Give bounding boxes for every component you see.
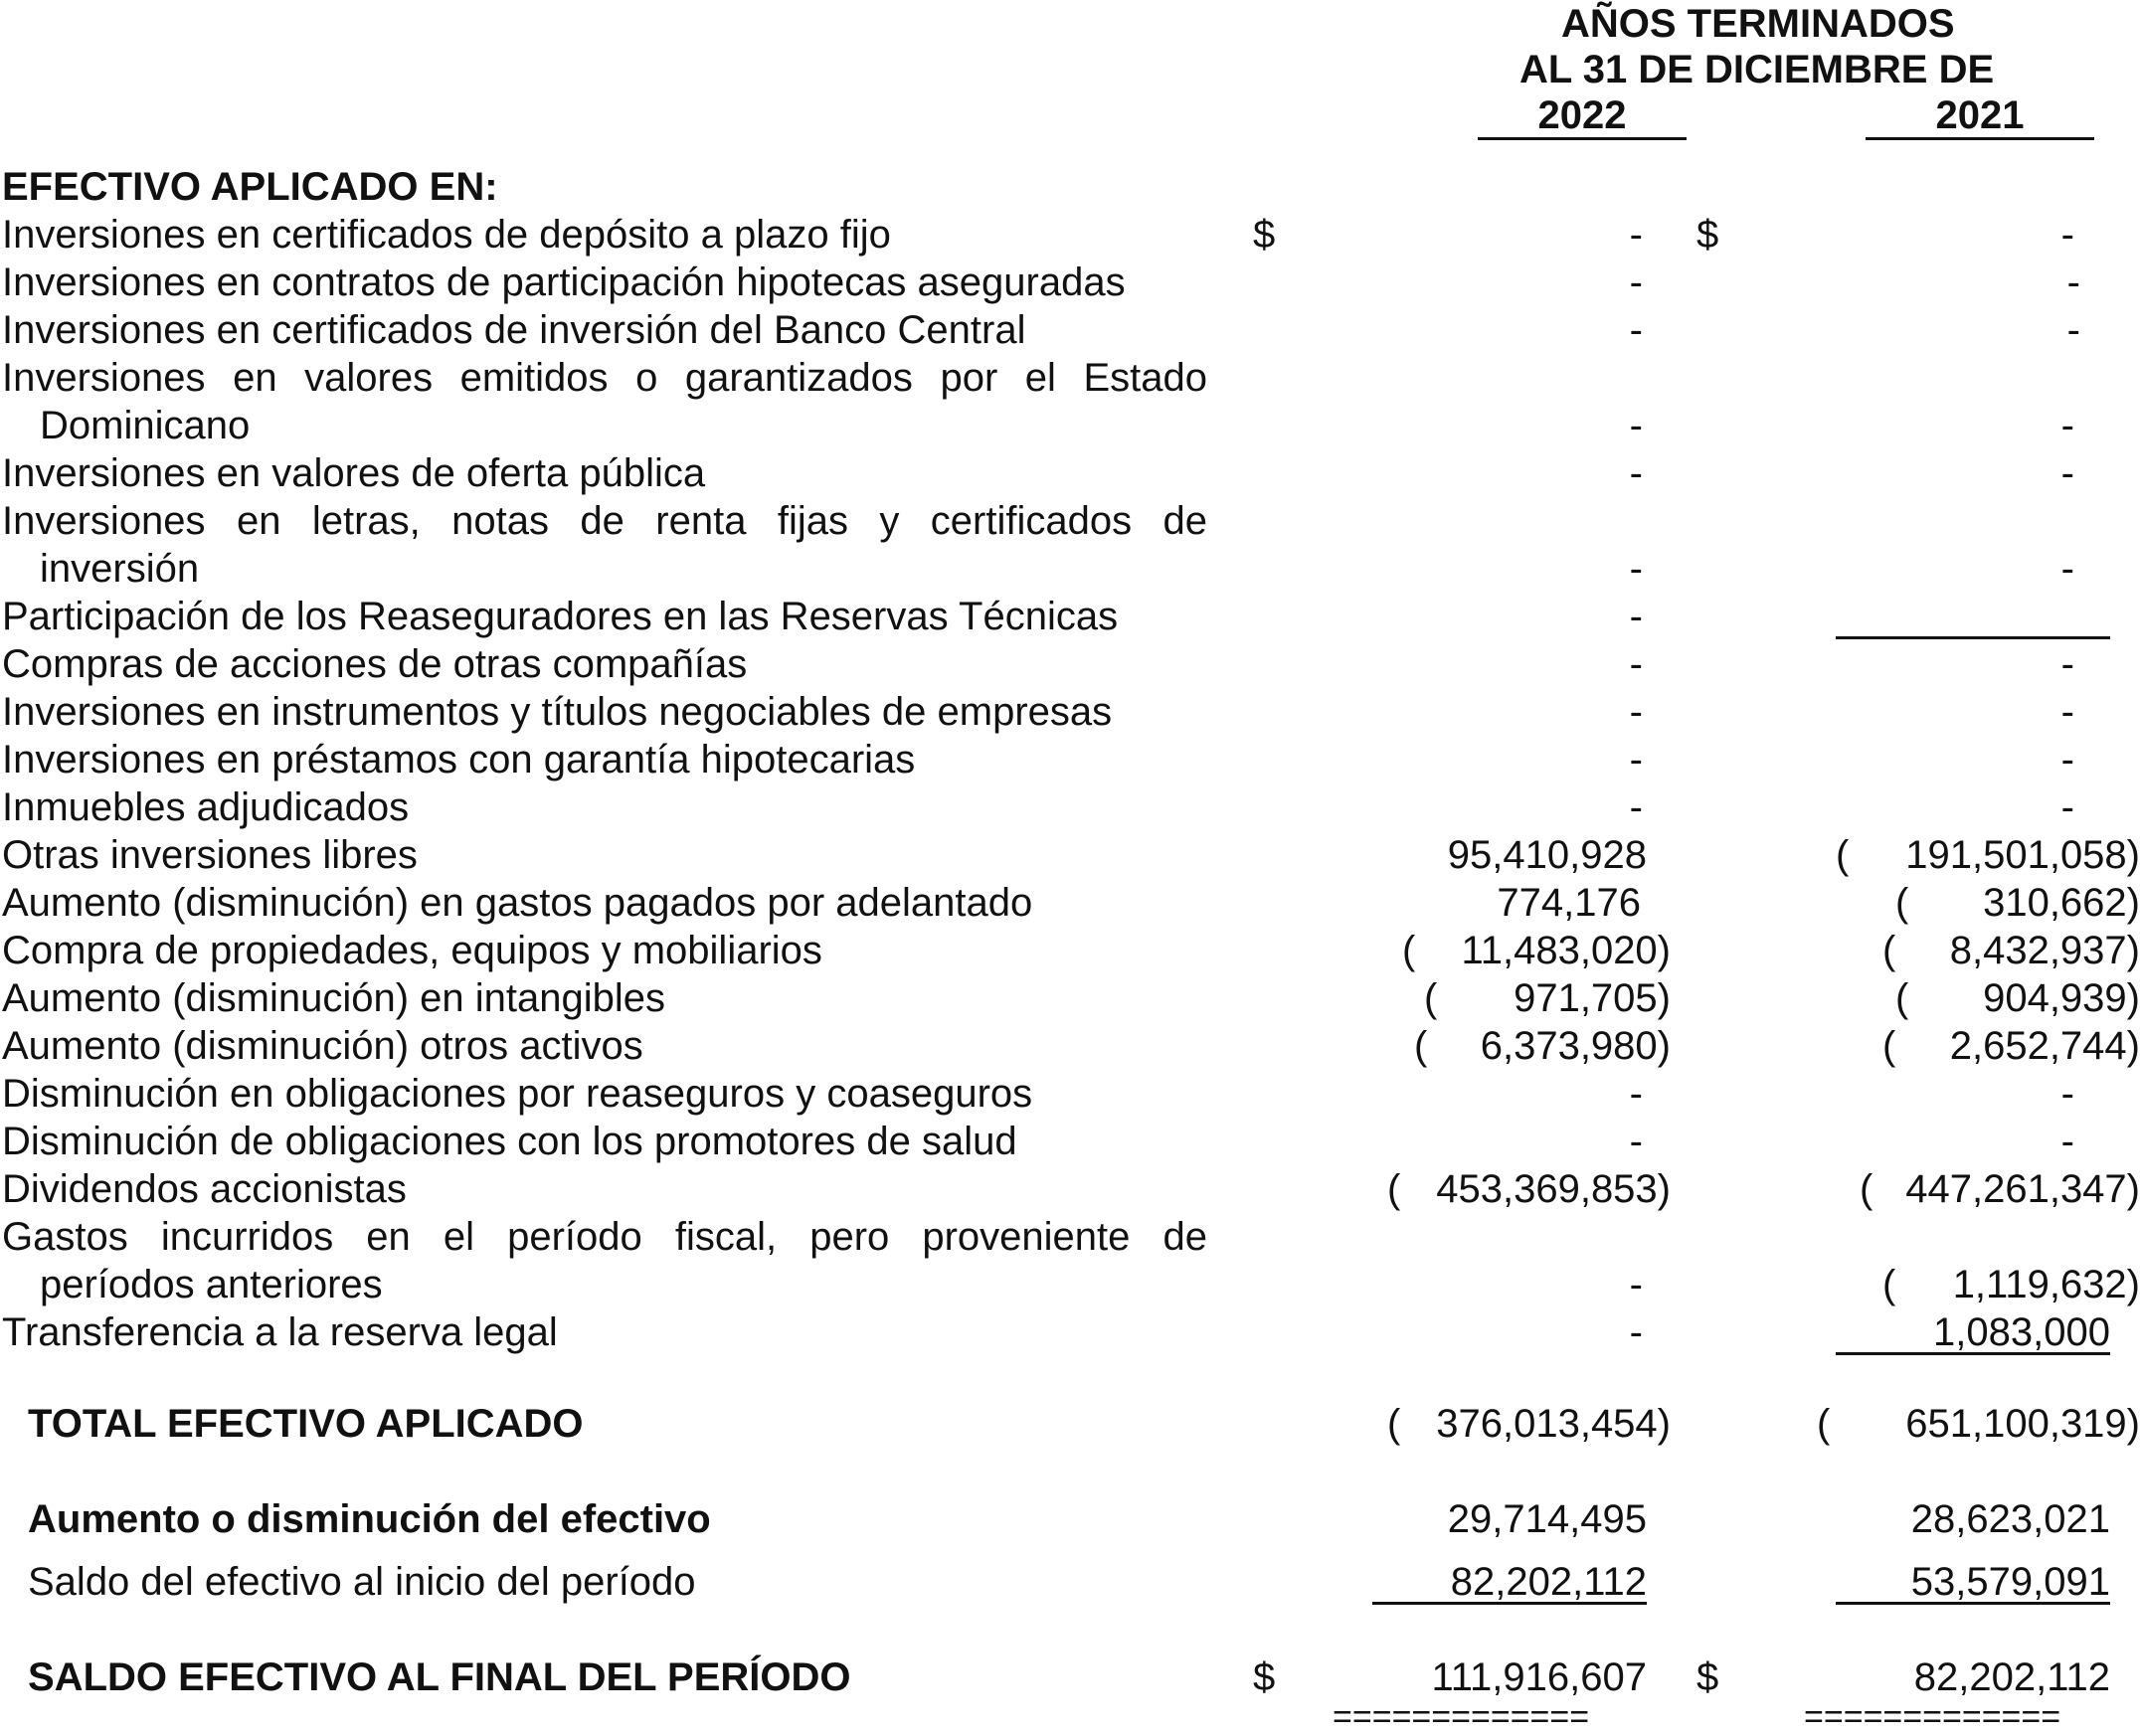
line-item-label: Inmuebles adjudicados xyxy=(2,785,410,829)
line-item-row xyxy=(0,1213,2140,1308)
opening-2022: 82,202,112 xyxy=(1372,1558,1647,1605)
value-2022: - xyxy=(1629,690,1643,734)
value-2022: - xyxy=(1629,1072,1643,1116)
line-item-row xyxy=(0,831,2140,879)
value-2022: - xyxy=(1629,1120,1643,1163)
value-2021: 1,083,000 xyxy=(1836,1308,2110,1355)
total-2022: 376,013,454) xyxy=(1436,1402,1671,1446)
value-2022: 971,705) xyxy=(1514,976,1671,1020)
value-2021: 8,432,937) xyxy=(1949,929,2140,972)
line-item-label: Disminución de obligaciones con los promotores de salud xyxy=(2,1120,1017,1163)
line-item-label: Inversiones en contratos de participación hipotecas aseguradas xyxy=(2,260,1126,304)
open-paren-2021: ( xyxy=(1895,881,1909,925)
value-2021: 191,501,058) xyxy=(1905,833,2140,877)
line-item-row xyxy=(0,974,2140,1022)
line-item-row xyxy=(0,688,2140,736)
section-title: EFECTIVO APLICADO EN: xyxy=(2,165,498,209)
line-item-label: Disminución en obligaciones por reaseguros y coaseguros xyxy=(2,1072,1033,1116)
line-item-row xyxy=(0,1308,2140,1356)
open-paren-2022: ( xyxy=(1414,1024,1428,1068)
line-item-row xyxy=(0,783,2140,831)
value-2021: 310,662) xyxy=(1983,881,2140,925)
line-item-label-continuation: períodos anteriores xyxy=(40,1263,383,1306)
open-paren-2021: ( xyxy=(1882,1263,1896,1306)
open-paren-2021: ( xyxy=(1860,1167,1873,1211)
closing-label: SALDO EFECTIVO AL FINAL DEL PERÍODO xyxy=(28,1655,851,1699)
line-item-row xyxy=(0,211,2140,259)
line-item-row xyxy=(0,1118,2140,1165)
open-paren-2022: ( xyxy=(1387,1167,1401,1211)
value-2022: - xyxy=(1629,260,1643,304)
change-label: Aumento o disminución del efectivo xyxy=(28,1497,711,1541)
line-item-label-continuation: Dominicano xyxy=(40,404,251,447)
line-item-label: Aumento (disminución) en gastos pagados por adelantado xyxy=(2,881,1033,925)
value-2022: 11,483,020) xyxy=(1461,929,1671,972)
line-item-label: Aumento (disminución) en intangibles xyxy=(2,976,666,1020)
line-item-row xyxy=(0,640,2140,688)
open-paren-2021: ( xyxy=(1882,1024,1896,1068)
value-2022: - xyxy=(1629,1263,1643,1306)
line-item-row xyxy=(0,593,2140,640)
dollar-sign-2021: $ xyxy=(1696,1655,1719,1699)
line-item-row xyxy=(0,927,2140,974)
value-2021: - xyxy=(2060,785,2074,829)
value-2021: - xyxy=(2060,738,2074,781)
total-2021: 651,100,319) xyxy=(1905,1402,2140,1446)
line-item-row xyxy=(0,736,2140,783)
value-2021: 447,261,347) xyxy=(1905,1167,2140,1211)
line-item-row xyxy=(0,497,2140,593)
line-item-label: Compra de propiedades, equipos y mobiliarios xyxy=(2,929,822,972)
year-2021-header: 2021 xyxy=(1866,93,2094,140)
open-paren-2021: ( xyxy=(1836,833,1850,877)
line-item-label: Inversiones en valores emitidos o garantizados por el Estado xyxy=(2,356,1207,400)
value-2021 xyxy=(1836,593,2110,639)
double-rule-2021: ============= xyxy=(1804,1698,2061,1736)
value-2021: - xyxy=(2060,1120,2074,1163)
double-rule-2022: ============= xyxy=(1333,1698,1590,1736)
value-2022: 774,176 xyxy=(1497,881,1641,925)
value-2022: 6,373,980) xyxy=(1480,1024,1671,1068)
header-line-1: AÑOS TERMINADOS xyxy=(1561,2,1955,46)
open-paren-2022: ( xyxy=(1402,929,1416,972)
value-2022: - xyxy=(1629,308,1643,352)
value-2021: - xyxy=(2060,451,2074,495)
line-item-row xyxy=(0,259,2140,306)
open-paren-2021: ( xyxy=(1817,1402,1831,1446)
open-paren-2021: ( xyxy=(1895,976,1909,1020)
line-item-label: Otras inversiones libres xyxy=(2,833,418,877)
line-item-row xyxy=(0,449,2140,497)
value-2022: - xyxy=(1629,738,1643,781)
dollar-sign-2022: $ xyxy=(1253,213,1276,257)
line-item-label: Participación de los Reaseguradores en las Reservas Técnicas xyxy=(2,595,1119,638)
line-item-label: Inversiones en valores de oferta pública xyxy=(2,451,706,495)
open-paren-2022: ( xyxy=(1424,976,1438,1020)
closing-2022: 111,916,607 xyxy=(1431,1655,1647,1699)
change-2022: 29,714,495 xyxy=(1447,1497,1647,1541)
line-item-label: Inversiones en certificados de depósito a plazo fijo xyxy=(2,213,891,257)
line-item-row xyxy=(0,1165,2140,1213)
total-label: TOTAL EFECTIVO APLICADO xyxy=(28,1402,584,1446)
line-item-row xyxy=(0,1070,2140,1118)
value-2022: - xyxy=(1629,1310,1643,1354)
opening-row xyxy=(0,1558,2140,1606)
value-2022: - xyxy=(1629,785,1643,829)
dollar-sign-2021: $ xyxy=(1696,213,1719,257)
line-item-label: Inversiones en letras, notas de renta fijas y certificados de xyxy=(2,499,1207,543)
closing-row xyxy=(0,1653,2140,1701)
total-row xyxy=(0,1400,2140,1448)
value-2021: - xyxy=(2066,260,2080,304)
line-item-label-continuation: inversión xyxy=(40,547,200,591)
value-2022: - xyxy=(1629,595,1643,638)
header-line-2: AL 31 DE DICIEMBRE DE xyxy=(1519,48,1995,91)
line-item-row xyxy=(0,879,2140,927)
line-item-label: Inversiones en instrumentos y títulos negociables de empresas xyxy=(2,690,1113,734)
value-2022: - xyxy=(1629,547,1643,591)
value-2022: 95,410,928 xyxy=(1447,833,1647,877)
line-item-label: Inversiones en préstamos con garantía hipotecarias xyxy=(2,738,916,781)
open-paren-2022: ( xyxy=(1387,1402,1401,1446)
line-item-label: Inversiones en certificados de inversión del Banco Central xyxy=(2,308,1026,352)
line-item-row xyxy=(0,1022,2140,1070)
line-item-label: Dividendos accionistas xyxy=(2,1167,407,1211)
value-2021: 1,119,632) xyxy=(1952,1263,2140,1306)
value-2022: - xyxy=(1629,451,1643,495)
change-2021: 28,623,021 xyxy=(1910,1497,2110,1541)
value-2021: - xyxy=(2060,690,2074,734)
value-2021: - xyxy=(2066,308,2080,352)
value-2021: 904,939) xyxy=(1983,976,2140,1020)
line-item-row xyxy=(0,306,2140,354)
open-paren-2021: ( xyxy=(1882,929,1896,972)
dollar-sign-2022: $ xyxy=(1253,1655,1276,1699)
value-2022: - xyxy=(1629,404,1643,447)
opening-2021: 53,579,091 xyxy=(1836,1558,2110,1605)
value-2022: 453,369,853) xyxy=(1436,1167,1671,1211)
value-2021: - xyxy=(2060,213,2074,257)
line-item-label: Transferencia a la reserva legal xyxy=(2,1310,558,1354)
value-2021: - xyxy=(2060,642,2074,686)
value-2021: - xyxy=(2060,1072,2074,1116)
line-item-label: Gastos incurridos en el período fiscal, pero proveniente de xyxy=(2,1215,1207,1259)
opening-label: Saldo del efectivo al inicio del período xyxy=(28,1560,696,1604)
year-2022-header: 2022 xyxy=(1478,93,1687,140)
closing-2021: 82,202,112 xyxy=(1913,1655,2110,1699)
value-2021: - xyxy=(2060,547,2074,591)
change-row xyxy=(0,1495,2140,1543)
section-title-row xyxy=(0,163,2140,211)
line-item-row xyxy=(0,354,2140,449)
line-item-label: Aumento (disminución) otros activos xyxy=(2,1024,643,1068)
value-2021: 2,652,744) xyxy=(1949,1024,2140,1068)
line-item-label: Compras de acciones de otras compañías xyxy=(2,642,748,686)
value-2021: - xyxy=(2060,404,2074,447)
value-2022: - xyxy=(1629,213,1643,257)
value-2022: - xyxy=(1629,642,1643,686)
